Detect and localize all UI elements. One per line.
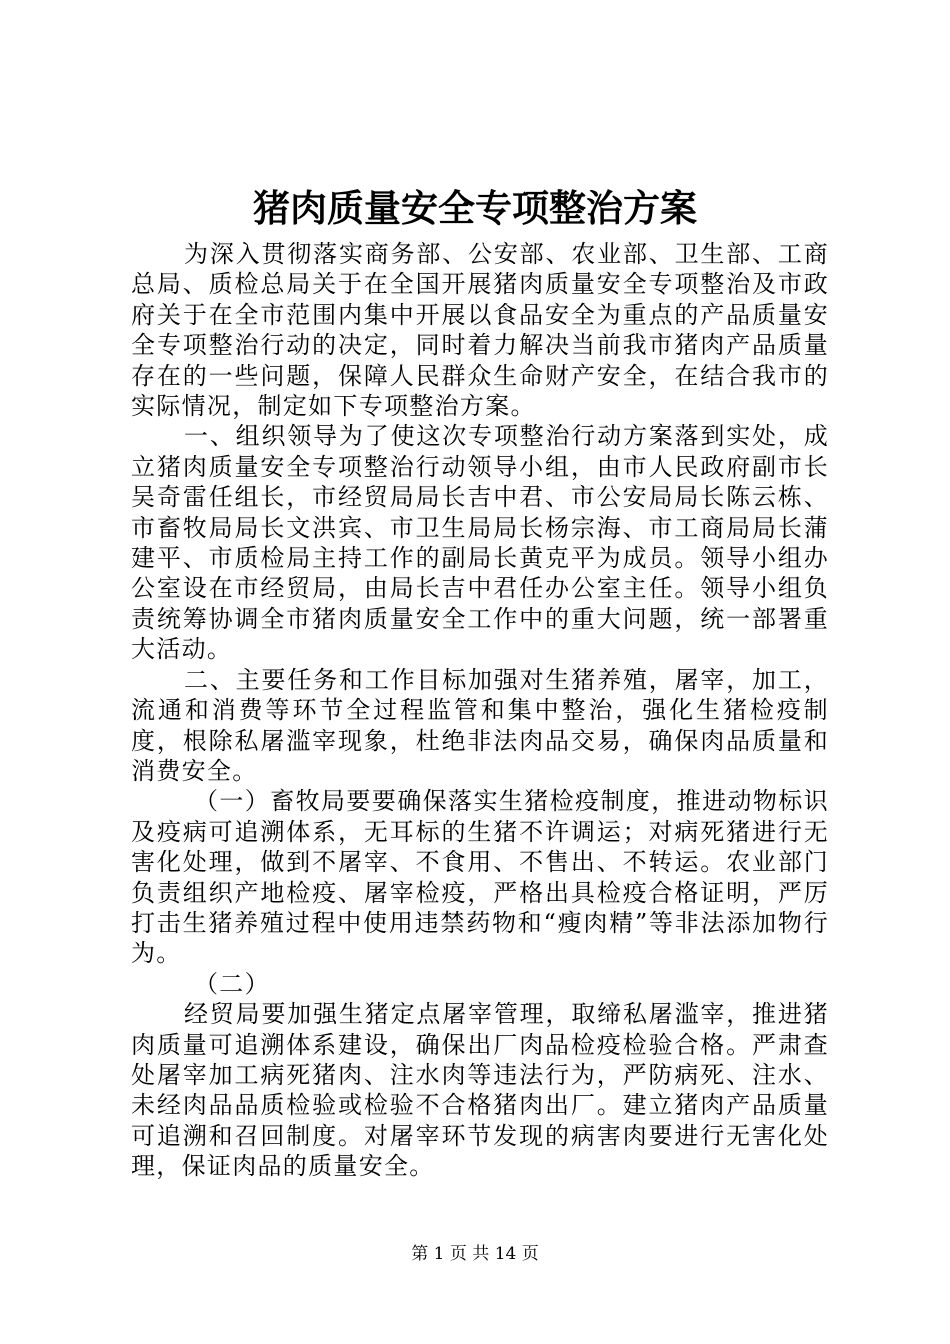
paragraph-intro: 为深入贯彻落实商务部、公安部、农业部、卫生部、工商总局、质检总局关于在全国开展猪肉质量安全专项整治及市政府关于在全市范围内集中开展以食品安全为重点的产品质量安全专项整治行动的决定，同时着力解决当前我市猪肉产品质量存在的一些问题，保障人民群众生命财产安全，在结合我市的实际情况，制定如下专项整治方案。 [131,240,829,421]
paragraph-item-2-heading: （二） [194,969,270,998]
document-title: 猪肉质量安全专项整治方案 [253,186,697,230]
page-footer: 第 1 页 共 14 页 [411,1244,539,1264]
paragraph-organization: 一、组织领导为了使这次专项整治行动方案落到实处，成立猪肉质量安全专项整治行动领导小组，由市人民政府副市长吴奇雷任组长，市经贸局局长吉中君、市公安局局长陈云栋、市畜牧局局长文洪宾、市卫生局局长杨宗海、市工商局局长蒲建平、市质检局主持工作的副局长黄克平为成员。领导小组办公室设在市经贸局，由局长吉中君任办公室主任。领导小组负责统筹协调全市猪肉质量安全工作中的重大问题，统一部署重大活动。 [131,422,829,664]
paragraph-tasks: 二、主要任务和工作目标加强对生猪养殖，屠宰，加工，流通和消费等环节全过程监管和集中整治，强化生猪检疫制度，根除私屠滥宰现象，杜绝非法肉品交易，确保肉品质量和消费安全。 [131,665,829,785]
paragraph-item-1: （一）畜牧局要要确保落实生猪检疫制度，推进动物标识及疫病可追溯体系，无耳标的生猪不许调运；对病死猪进行无害化处理，做到不屠宰、不食用、不售出、不转运。农业部门负责组织产地检疫、屠宰检疫，严格出具检疫合格证明，严厉打击生猪养殖过程中使用违禁药物和“瘦肉精”等非法添加物行为。 [131,787,829,968]
paragraph-item-2: 经贸局要加强生猪定点屠宰管理，取缔私屠滥宰，推进猪肉质量可追溯体系建设，确保出厂肉品检疫检验合格。严肃查处屠宰加工病死猪肉、注水肉等违法行为，严防病死、注水、未经肉品品质检验或检验不合格猪肉出厂。建立猪肉产品质量可追溯和召回制度。对屠宰环节发现的病害肉要进行无害化处理，保证肉品的质量安全。 [131,1000,829,1181]
document-body [131,239,829,1182]
